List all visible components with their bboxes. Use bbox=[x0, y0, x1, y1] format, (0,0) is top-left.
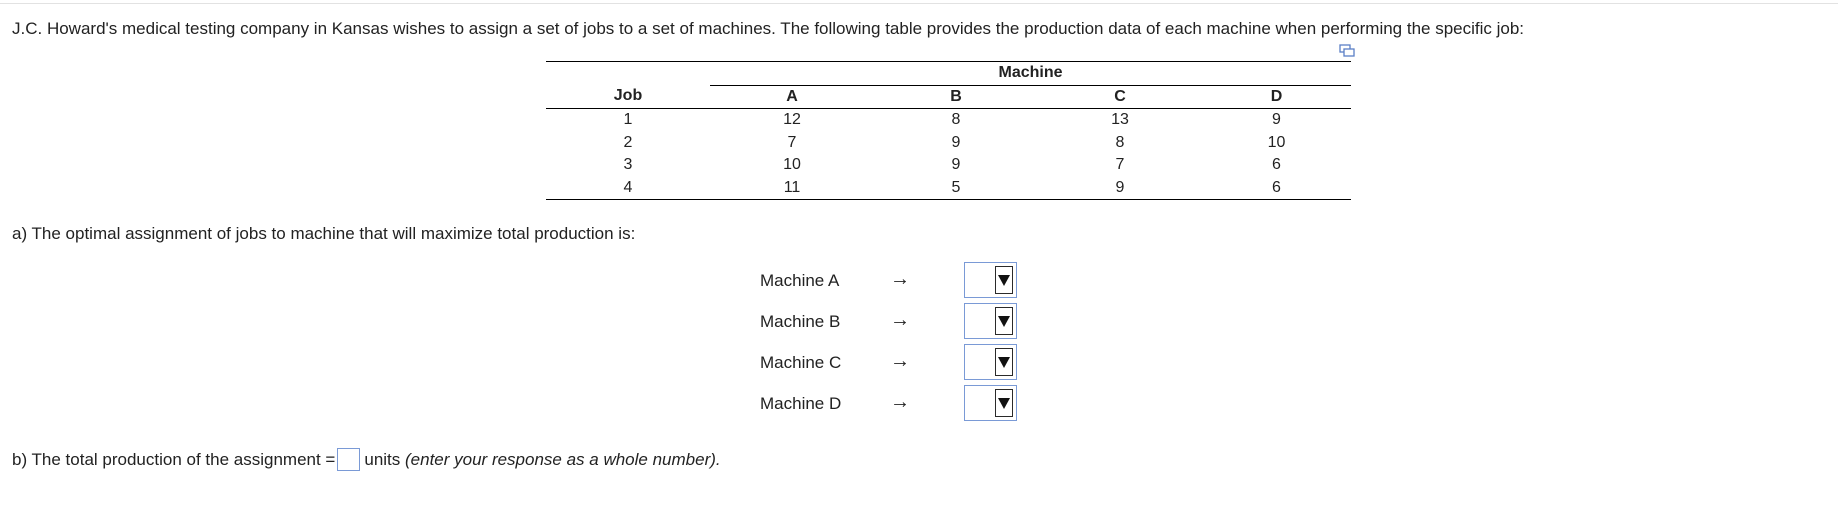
arrow-icon: → bbox=[890, 268, 910, 290]
arrow-icon: → bbox=[890, 350, 910, 372]
arrow-icon: → bbox=[890, 309, 910, 331]
value-cell: 9 bbox=[1038, 177, 1202, 200]
question-intro: J.C. Howard's medical testing company in Kansas wishes to assign a set of jobs to a set of machines. The following table provides the production data of each machine when performing the specific job: bbox=[12, 19, 1525, 38]
table-row bbox=[546, 109, 1351, 132]
dropdown-triangle-icon[interactable] bbox=[995, 266, 1013, 294]
machine-a-label: Machine A bbox=[760, 271, 840, 290]
value-cell: 13 bbox=[1111, 111, 1129, 128]
value-cell: 9 bbox=[951, 156, 961, 173]
expand-table-icon[interactable] bbox=[1339, 43, 1355, 57]
dropdown-triangle-icon[interactable] bbox=[995, 348, 1013, 376]
value-cell: 7 bbox=[787, 133, 797, 151]
machine-c-label: Machine C bbox=[760, 353, 842, 372]
table-row bbox=[546, 132, 1351, 155]
machine-c-header: C bbox=[1038, 85, 1202, 109]
top-divider bbox=[0, 3, 1838, 4]
dropdown-triangle-icon[interactable] bbox=[995, 307, 1013, 335]
job-column-header: Job bbox=[546, 85, 710, 109]
table-row bbox=[546, 177, 1351, 200]
machine-group-header: Machine bbox=[710, 62, 1351, 86]
part-b-question bbox=[12, 448, 721, 471]
part-b-prefix: b) The total production of the assignment = bbox=[12, 450, 336, 469]
value-cell: 11 bbox=[710, 177, 874, 200]
value-cell: 7 bbox=[1115, 156, 1125, 173]
value-cell: 12 bbox=[783, 111, 801, 128]
table-corner bbox=[546, 62, 710, 86]
arrow-icon: → bbox=[890, 391, 910, 413]
machine-b-header: B bbox=[874, 85, 1038, 109]
machine-d-header: D bbox=[1202, 85, 1351, 109]
total-production-input[interactable] bbox=[337, 448, 360, 471]
value-cell: 9 bbox=[951, 133, 961, 151]
production-table bbox=[546, 61, 1351, 200]
value-cell: 10 bbox=[1267, 133, 1286, 151]
job-cell: 1 bbox=[623, 111, 633, 128]
machine-a-job-select[interactable] bbox=[964, 262, 1017, 298]
value-cell: 6 bbox=[1272, 156, 1281, 173]
value-cell: 5 bbox=[874, 177, 1038, 200]
value-cell: 8 bbox=[1115, 133, 1125, 151]
value-cell: 8 bbox=[951, 111, 961, 128]
machine-d-job-select[interactable] bbox=[964, 385, 1017, 421]
machine-b-job-select[interactable] bbox=[964, 303, 1017, 339]
job-cell: 3 bbox=[623, 156, 633, 173]
units-label: units bbox=[364, 450, 401, 469]
machine-a-header: A bbox=[710, 85, 874, 109]
machine-b-label: Machine B bbox=[760, 312, 841, 331]
value-cell: 9 bbox=[1272, 111, 1281, 128]
machine-d-label: Machine D bbox=[760, 394, 842, 413]
dropdown-triangle-icon[interactable] bbox=[995, 389, 1013, 417]
value-cell: 6 bbox=[1202, 177, 1351, 200]
instruction-text: (enter your response as a whole number). bbox=[405, 450, 721, 469]
job-cell: 4 bbox=[546, 177, 710, 200]
value-cell: 10 bbox=[783, 156, 801, 173]
table-row bbox=[546, 154, 1351, 177]
machine-c-job-select[interactable] bbox=[964, 344, 1017, 380]
job-cell: 2 bbox=[623, 133, 633, 151]
part-a-prompt: a) The optimal assignment of jobs to machine that will maximize total production is: bbox=[12, 224, 636, 243]
